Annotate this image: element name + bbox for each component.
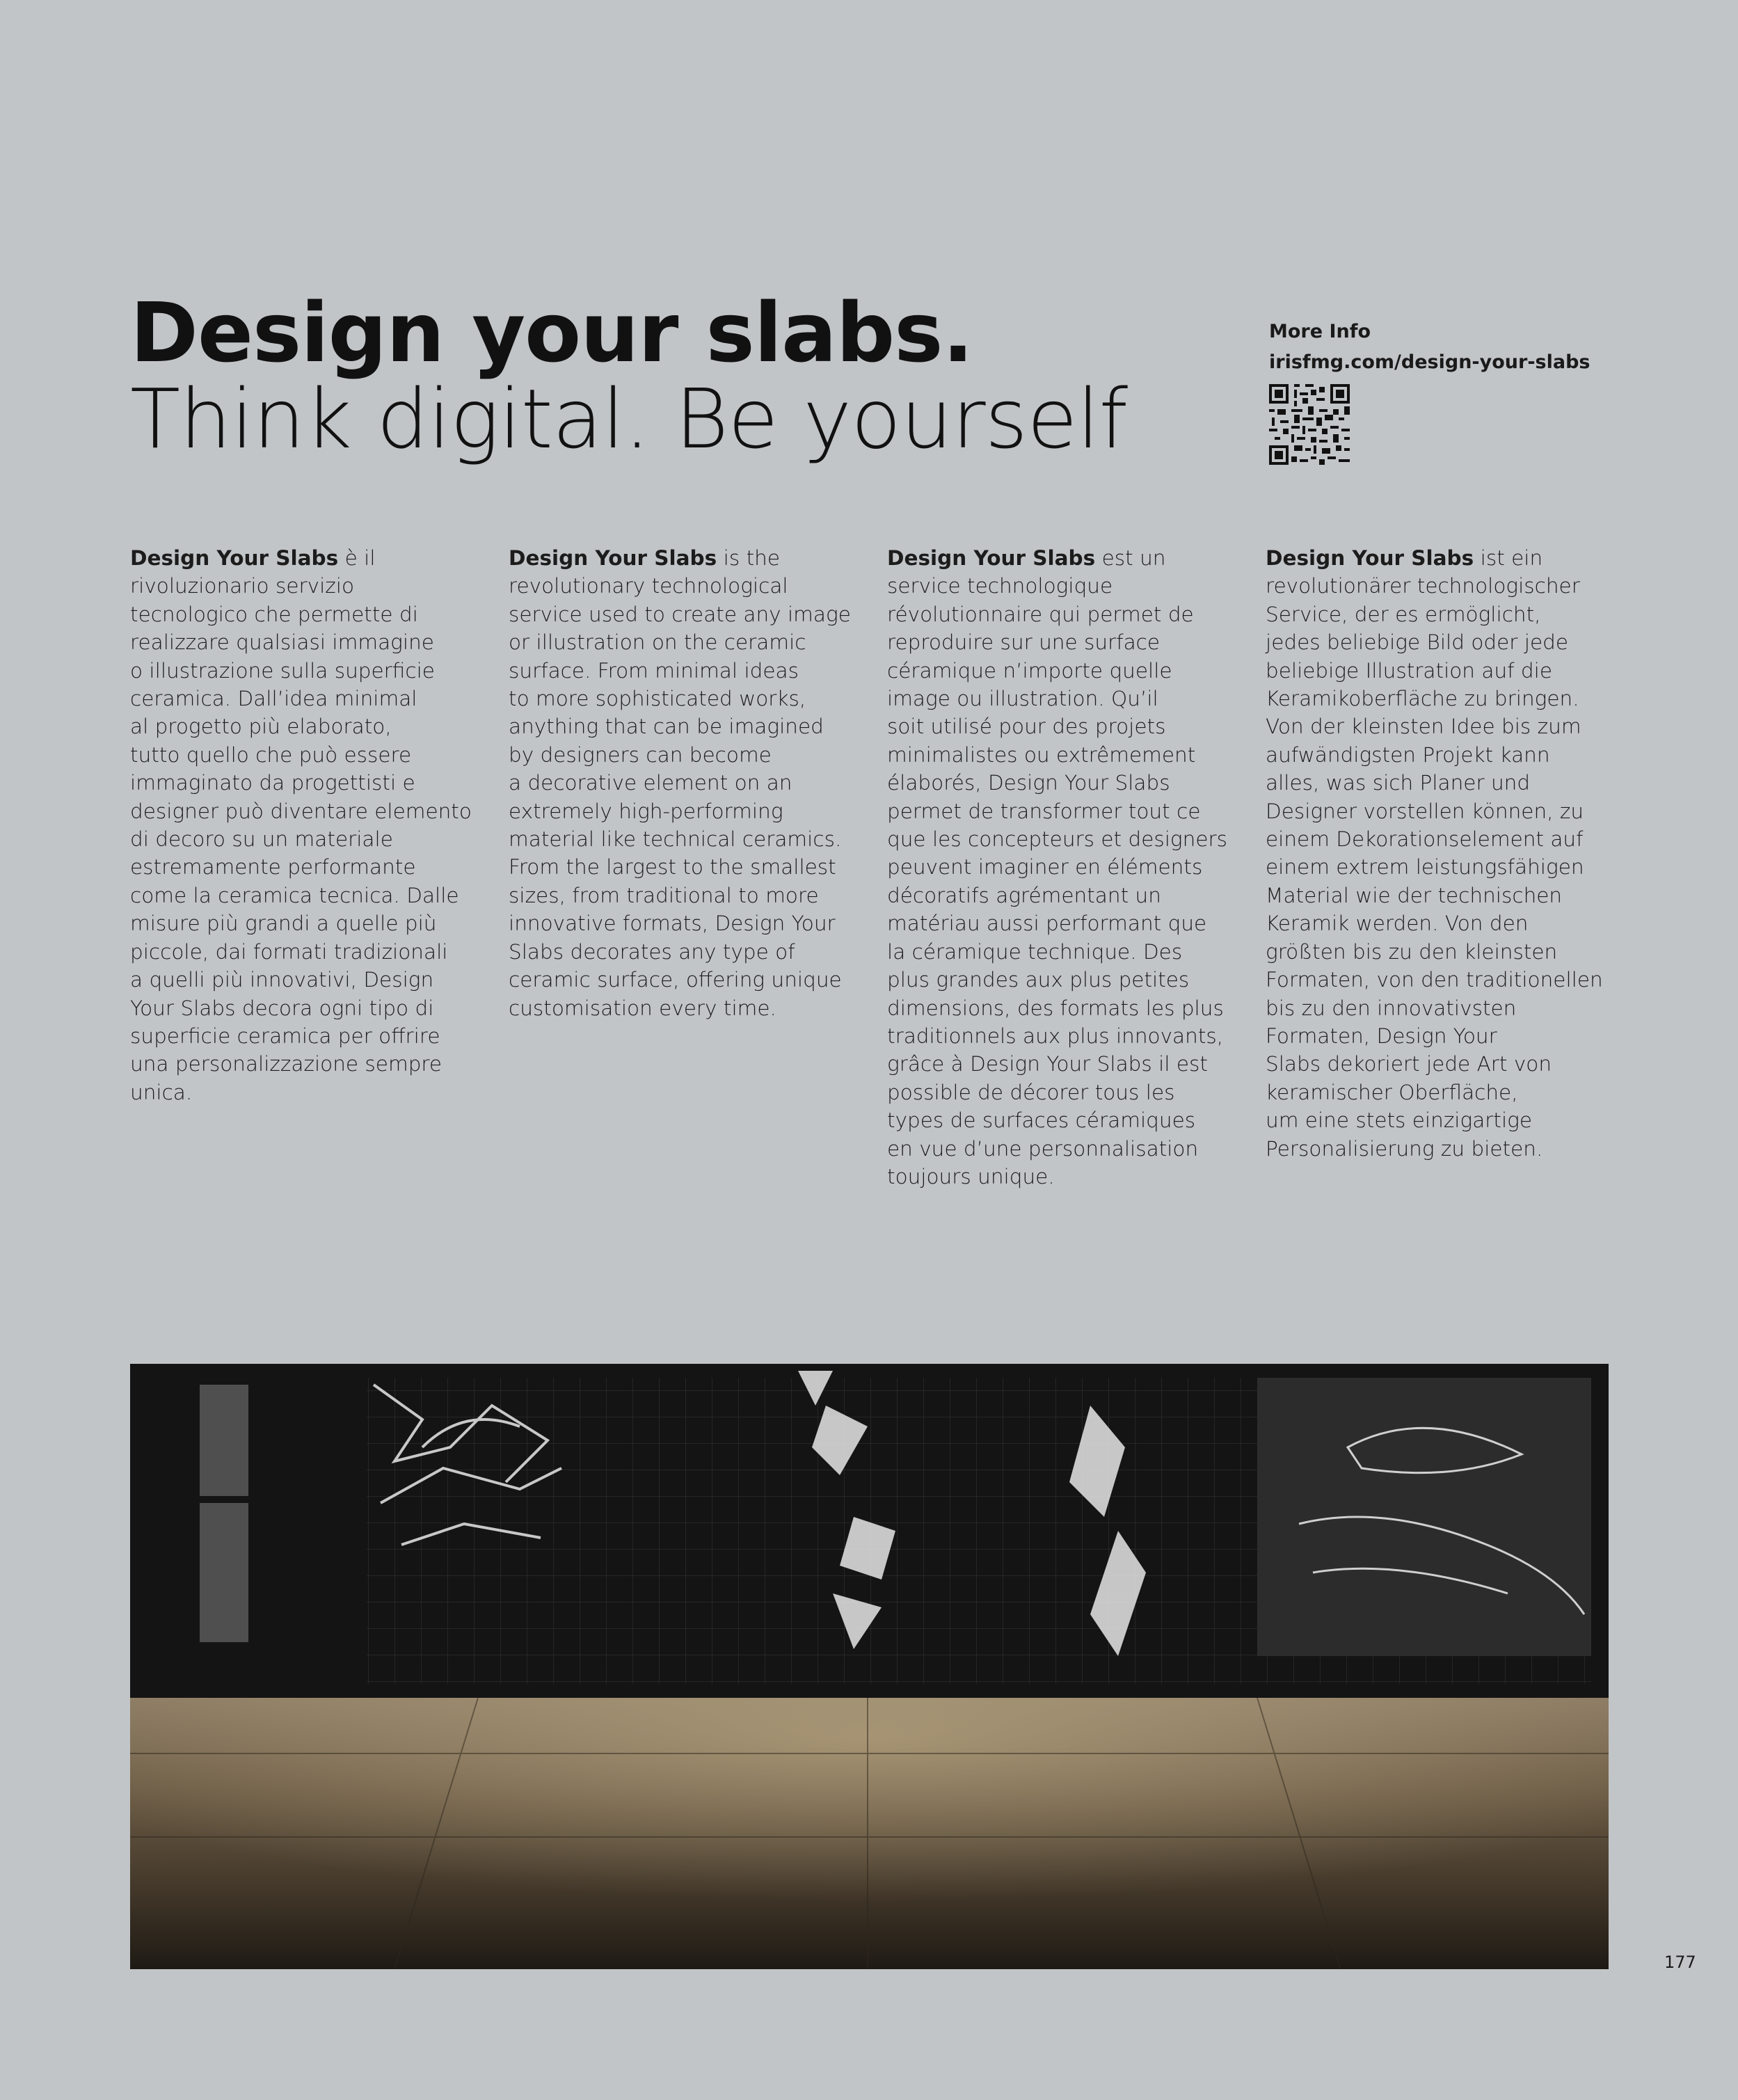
body-line: Von der kleinsten Idee bis zum xyxy=(1266,715,1581,739)
body-text-it xyxy=(130,544,478,1106)
body-line: come la ceramica tecnica. Dalle xyxy=(130,883,459,907)
body-line: reproduire sur une surface xyxy=(887,630,1161,655)
body-text-de xyxy=(1266,544,1613,1163)
body-line: realizzare qualsiasi immagine xyxy=(130,630,434,655)
lead-text: Design Your Slabs xyxy=(1266,546,1474,570)
body-line: Keramikoberfläche zu bringen. xyxy=(1266,687,1579,711)
body-line: service technologique xyxy=(887,574,1113,598)
page-number: 177 xyxy=(1664,1952,1696,1972)
photo-illustration xyxy=(130,1364,1609,1969)
body-line: Material wie der technischen xyxy=(1266,883,1563,907)
body-line: sizes, from traditional to more xyxy=(509,883,819,907)
more-info-label: More Info xyxy=(1269,321,1371,342)
more-info xyxy=(1269,317,1590,378)
body-line: größten bis zu den kleinsten xyxy=(1266,939,1558,964)
page-title: Design your slabs. xyxy=(130,285,973,381)
body-line: soit utilisé pour des projets xyxy=(887,715,1166,739)
body-line: estremamente performante xyxy=(130,855,416,880)
body-line: o illustrazione sulla superficie xyxy=(130,658,435,683)
body-line: ceramica. Dall’idea minimal xyxy=(130,687,417,711)
body-line: beliebige Illustration auf die xyxy=(1266,658,1552,683)
body-line: Design Your Slabs is the xyxy=(509,546,780,570)
body-line: a decorative element on an xyxy=(509,771,792,795)
body-line: superficie ceramica per offrire xyxy=(130,1024,440,1048)
body-text-en xyxy=(509,544,856,1022)
body-line: una personalizzazione sempre xyxy=(130,1052,443,1076)
body-line: tecnologico che permette di xyxy=(130,602,418,626)
body-line: material like technical ceramics. xyxy=(509,827,842,852)
body-line: di decoro su un materiale xyxy=(130,827,393,852)
body-line: jedes beliebige Bild oder jede xyxy=(1266,630,1568,655)
body-line: extremely high-performing xyxy=(509,799,783,823)
body-line: Design Your Slabs è il xyxy=(130,546,376,570)
body-line: plus grandes aux plus petites xyxy=(887,968,1190,992)
body-line: alles, was sich Planer und xyxy=(1266,771,1531,795)
body-line: traditionnels aux plus innovants, xyxy=(887,1024,1224,1048)
page-subtitle: Think digital. Be yourself xyxy=(130,371,1128,467)
qr-code-icon[interactable] xyxy=(1269,384,1350,465)
body-line: piccole, dai formati tradizionali xyxy=(130,939,448,964)
body-line: by designers can become xyxy=(509,742,772,767)
body-line: matériau aussi performant que xyxy=(887,912,1207,936)
more-info-link[interactable]: irisfmg.com/design-your-slabs xyxy=(1269,351,1590,373)
body-line: céramique n’importe quelle xyxy=(887,658,1172,683)
body-line: aufwändigsten Projekt kann xyxy=(1266,742,1550,767)
body-line: einem Dekorationselement auf xyxy=(1266,827,1584,852)
body-line: Design Your Slabs est un xyxy=(887,546,1166,570)
body-line: image ou illustration. Qu’il xyxy=(887,687,1158,711)
body-line: tutto quello che può essere xyxy=(130,742,412,767)
body-line: en vue d’une personnalisation xyxy=(887,1136,1199,1161)
body-line: surface. From minimal ideas xyxy=(509,658,799,683)
body-line: que les concepteurs et designers xyxy=(887,827,1227,852)
body-line: ceramic surface, offering unique xyxy=(509,968,842,992)
body-line: Service, der es ermöglicht, xyxy=(1266,602,1541,626)
body-line: Slabs decorates any type of xyxy=(509,939,795,964)
body-line: or illustration on the ceramic xyxy=(509,630,806,655)
body-line: unica. xyxy=(130,1080,193,1104)
body-line: types de surfaces céramiques xyxy=(887,1108,1196,1133)
body-line: al progetto più elaborato, xyxy=(130,715,392,739)
body-line: révolutionnaire qui permet de xyxy=(887,602,1194,626)
body-line: élaborés, Design Your Slabs xyxy=(887,771,1170,795)
body-line: peuvent imaginer en éléments xyxy=(887,855,1203,880)
body-line: einem extrem leistungsfähigen xyxy=(1266,855,1584,880)
title-block xyxy=(130,285,1128,467)
body-line: customisation every time. xyxy=(509,996,776,1020)
body-line: anything that can be imagined xyxy=(509,715,824,739)
body-line: Keramik werden. Von den xyxy=(1266,912,1529,936)
lead-text: Design Your Slabs xyxy=(887,546,1096,570)
body-line: Formaten, Design Your xyxy=(1266,1024,1497,1048)
body-line: permet de transformer tout ce xyxy=(887,799,1201,823)
body-line: Design Your Slabs ist ein xyxy=(1266,546,1543,570)
body-line: Formaten, von den traditionellen xyxy=(1266,968,1603,992)
body-line: revolutionary technological xyxy=(509,574,788,598)
body-line: designer può diventare elemento xyxy=(130,799,472,823)
gallery-wall-photo xyxy=(130,1364,1609,1969)
body-line: dimensions, des formats les plus xyxy=(887,996,1224,1020)
body-line: immaginato da progettisti e xyxy=(130,771,415,795)
body-line: service used to create any image xyxy=(509,602,851,626)
body-line: Slabs dekoriert jede Art von xyxy=(1266,1052,1552,1076)
body-line: toujours unique. xyxy=(887,1164,1055,1188)
body-line: keramischer Oberfläche, xyxy=(1266,1080,1518,1104)
body-line: bis zu den innovativsten xyxy=(1266,996,1517,1020)
body-line: misure più grandi a quelle più xyxy=(130,912,437,936)
body-line: Your Slabs decora ogni tipo di xyxy=(130,996,434,1020)
body-line: revolutionärer technologischer xyxy=(1266,574,1580,598)
body-line: a quelli più innovativi, Design xyxy=(130,968,434,992)
body-line: to more sophisticated works, xyxy=(509,687,806,711)
body-line: Personalisierung zu bieten. xyxy=(1266,1136,1543,1161)
body-line: décoratifs agrémentant un xyxy=(887,883,1161,907)
body-line: Designer vorstellen können, zu xyxy=(1266,799,1584,823)
body-line: rivoluzionario servizio xyxy=(130,574,355,598)
lead-text: Design Your Slabs xyxy=(509,546,717,570)
body-line: um eine stets einzigartige xyxy=(1266,1108,1533,1133)
lead-text: Design Your Slabs xyxy=(130,546,339,570)
body-line: grâce à Design Your Slabs il est xyxy=(887,1052,1208,1076)
body-text-fr xyxy=(887,544,1235,1191)
body-line: possible de décorer tous les xyxy=(887,1080,1175,1104)
body-line: From the largest to the smallest xyxy=(509,855,836,880)
body-line: la céramique technique. Des xyxy=(887,939,1183,964)
body-line: minimalistes ou extrêmement xyxy=(887,742,1196,767)
body-line: innovative formats, Design Your xyxy=(509,912,836,936)
